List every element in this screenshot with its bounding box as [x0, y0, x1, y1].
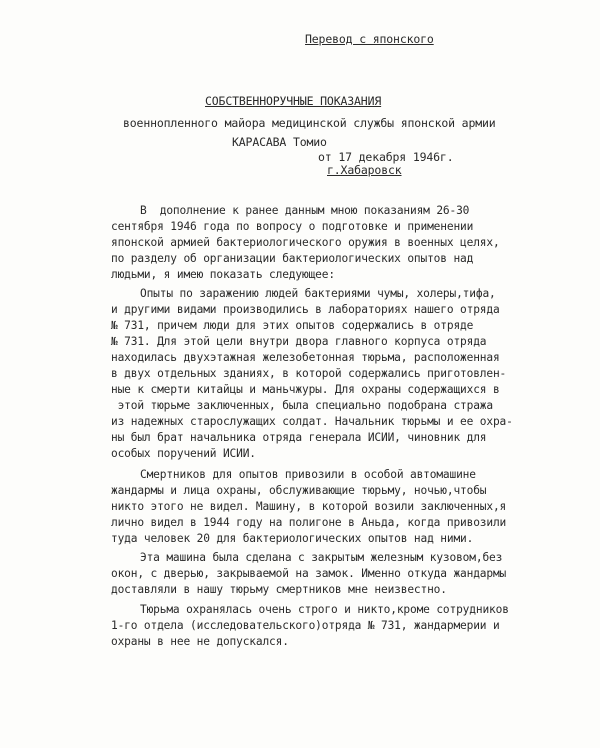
body-line-13: этой тюрьме заключенных, была специально подобрана стража — [111, 399, 493, 412]
body-line-3: японской армией бактериологического оружия в военных целях, — [111, 236, 500, 249]
document-title: СОБСТВЕННОРУЧНЫЕ ПОКАЗАНИЯ — [205, 94, 382, 108]
body-line-23: окон, с дверью, закрываемой на замок. Именно откуда жандармы — [111, 567, 507, 580]
body-line-15: ны был брат начальника отряда генерала ИСИИ, чиновник для — [111, 431, 487, 444]
body-line-6: Опыты по заражению людей бактериями чумы, холеры,тифа, — [140, 287, 496, 300]
body-line-17: Смертников для опытов привозили в особой автомашине — [140, 468, 476, 481]
body-line-21: туда человек 20 для бактериологических опытов над ними. — [111, 532, 474, 545]
document-place: г.Хабаровск — [327, 163, 402, 177]
body-line-12: ные к смерти китайцы и маньчжуры. Для охраны содержащихся в — [111, 383, 500, 396]
body-line-11: в двух отдельных зданиях, в которой содержались приготовлен- — [111, 367, 507, 380]
body-line-16: особых поручений ИСИИ. — [111, 447, 256, 460]
document-subtitle-2: КАРАСАВА Томио — [232, 135, 327, 149]
body-line-24: доставляли в нашу тюрьму смертников мне неизвестно. — [111, 583, 447, 596]
translation-note: Перевод с японского — [305, 32, 434, 46]
body-line-25: Тюрьма охранялась очень строго и никто,кроме сотрудников — [140, 603, 509, 616]
body-line-10: находилась двухэтажная железобетонная тюрьма, расположенная — [111, 351, 500, 364]
document-date: от 17 декабря 1946г. — [318, 150, 454, 164]
body-line-26: 1-го отдела (исследовательского)отряда № 731, жандармерии и — [111, 619, 500, 632]
body-line-22: Эта машина была сделана с закрытым железным кузовом,без — [140, 551, 503, 564]
body-line-4: по разделу об организации бактериологических опытов над — [111, 252, 474, 265]
body-line-7: и другими видами производились в лабораториях нашего отряда — [111, 303, 500, 316]
body-line-18: жандармы и лица охраны, обслуживающие тюрьму, ночью,чтобы — [111, 484, 487, 497]
body-line-8: № 731, причем люди для этих опытов содержались в отряде — [111, 319, 474, 332]
body-line-27: охраны в нее не допускался. — [111, 635, 289, 648]
body-line-2: сентября 1946 года по вопросу о подготовке и применении — [111, 220, 474, 233]
body-line-14: из надежных старослужащих солдат. Начальник тюрьмы и ее охра- — [111, 415, 513, 428]
body-line-9: № 731. Для этой цели внутри двора главного корпуса отряда — [111, 335, 487, 348]
body-line-19: никто этого не видел. Машину, в которой возили заключенных,я — [111, 500, 507, 513]
body-line-1: В дополнение к ранее данным мною показаниям 26-30 — [140, 204, 470, 217]
body-line-5: людьми, я имею показать следующее: — [111, 268, 335, 281]
document-subtitle-1: военнопленного майора медицинской службы японской армии — [123, 116, 496, 130]
body-line-20: лично видел в 1944 году на полигоне в Аньда, когда привозили — [111, 516, 507, 529]
